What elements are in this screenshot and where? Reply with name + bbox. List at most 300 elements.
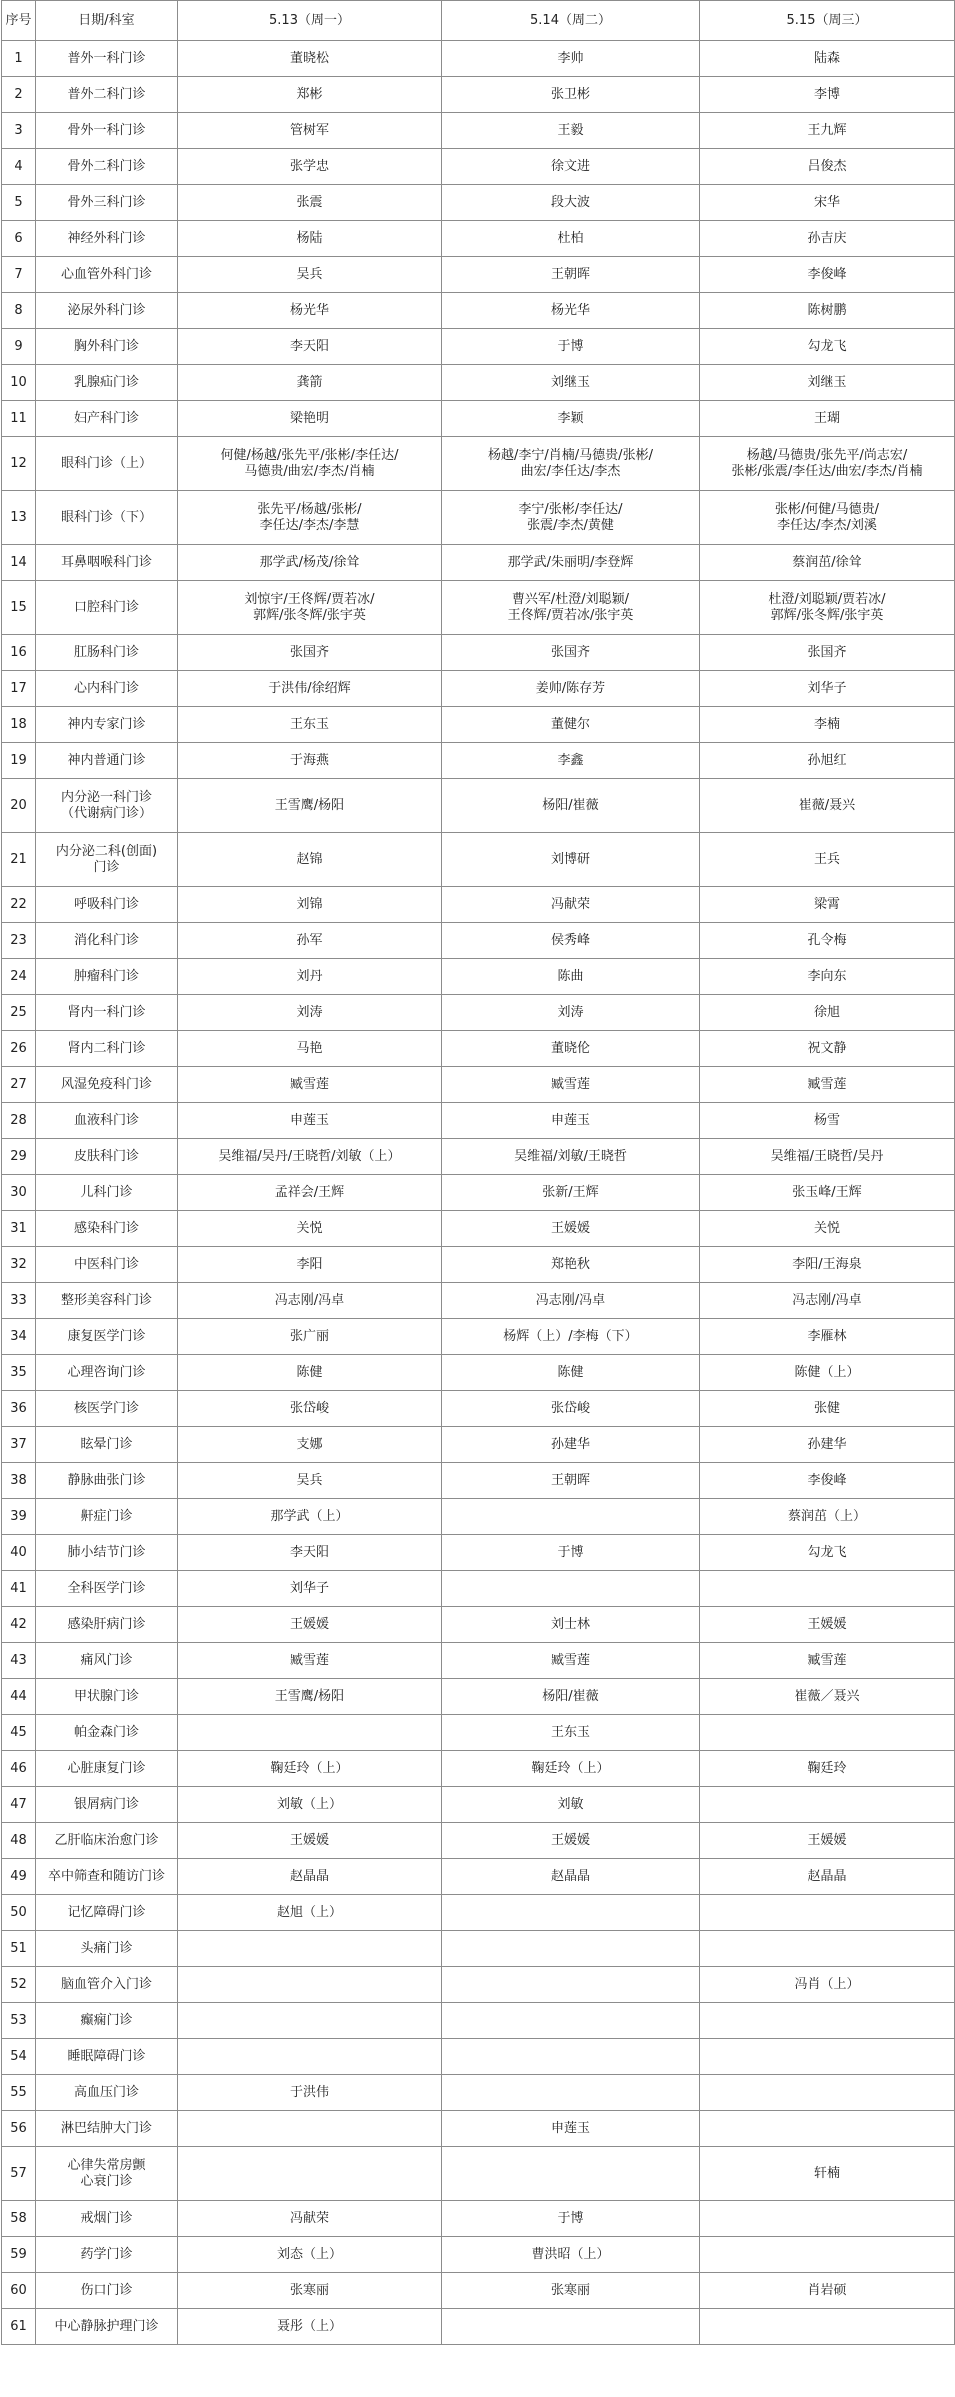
doctor-wednesday: 王九辉 <box>700 113 955 149</box>
doctor-tuesday: 刘敏 <box>442 1787 700 1823</box>
department-name: 呼吸科门诊 <box>36 887 178 923</box>
doctor-wednesday: 孙旭红 <box>700 743 955 779</box>
table-row <box>2 635 955 671</box>
doctor-wednesday: 杨雪 <box>700 1103 955 1139</box>
doctor-wednesday: 张玉峰/王辉 <box>700 1175 955 1211</box>
doctor-monday: 张学忠 <box>178 149 442 185</box>
row-number: 40 <box>2 1535 36 1571</box>
row-number: 14 <box>2 545 36 581</box>
doctor-tuesday: 王毅 <box>442 113 700 149</box>
doctor-monday: 那学武（上） <box>178 1499 442 1535</box>
header-day-wednesday: 5.15（周三） <box>700 1 955 41</box>
row-number: 47 <box>2 1787 36 1823</box>
doctor-tuesday: 姜帅/陈存芳 <box>442 671 700 707</box>
doctor-monday: 臧雪莲 <box>178 1067 442 1103</box>
table-row <box>2 1355 955 1391</box>
department-name: 普外一科门诊 <box>36 41 178 77</box>
row-number: 60 <box>2 2273 36 2309</box>
doctor-monday <box>178 2003 442 2039</box>
doctor-tuesday: 臧雪莲 <box>442 1067 700 1103</box>
table-header <box>2 1 955 41</box>
table-row <box>2 1391 955 1427</box>
row-number: 4 <box>2 149 36 185</box>
table-row <box>2 365 955 401</box>
row-number: 41 <box>2 1571 36 1607</box>
table-row <box>2 1715 955 1751</box>
doctor-tuesday: 张新/王辉 <box>442 1175 700 1211</box>
row-number: 13 <box>2 491 36 545</box>
doctor-wednesday <box>700 2039 955 2075</box>
doctor-tuesday <box>442 1967 700 2003</box>
doctor-monday: 张国齐 <box>178 635 442 671</box>
row-number: 2 <box>2 77 36 113</box>
doctor-tuesday <box>442 2075 700 2111</box>
doctor-tuesday <box>442 2309 700 2345</box>
department-name: 心内科门诊 <box>36 671 178 707</box>
doctor-tuesday: 侯秀峰 <box>442 923 700 959</box>
row-number: 24 <box>2 959 36 995</box>
doctor-monday: 吴兵 <box>178 1463 442 1499</box>
doctor-wednesday: 王媛媛 <box>700 1823 955 1859</box>
department-name: 银屑病门诊 <box>36 1787 178 1823</box>
row-number: 5 <box>2 185 36 221</box>
doctor-monday: 于洪伟 <box>178 2075 442 2111</box>
doctor-monday: 孟祥会/王辉 <box>178 1175 442 1211</box>
doctor-monday: 鞠廷玲（上） <box>178 1751 442 1787</box>
department-name: 记忆障碍门诊 <box>36 1895 178 1931</box>
row-number: 48 <box>2 1823 36 1859</box>
row-number: 31 <box>2 1211 36 1247</box>
table-row <box>2 959 955 995</box>
doctor-monday: 赵晶晶 <box>178 1859 442 1895</box>
table-row <box>2 1319 955 1355</box>
doctor-wednesday: 李雁林 <box>700 1319 955 1355</box>
department-name: 感染肝病门诊 <box>36 1607 178 1643</box>
doctor-tuesday: 陈健 <box>442 1355 700 1391</box>
doctor-monday: 郑彬 <box>178 77 442 113</box>
doctor-monday: 刘惊宇/王佟辉/贾若冰/ 郭辉/张冬辉/张宇英 <box>178 581 442 635</box>
doctor-tuesday: 申莲玉 <box>442 1103 700 1139</box>
department-name: 药学门诊 <box>36 2237 178 2273</box>
table-row <box>2 887 955 923</box>
doctor-wednesday: 李阳/王海泉 <box>700 1247 955 1283</box>
department-name: 痛风门诊 <box>36 1643 178 1679</box>
doctor-tuesday <box>442 1499 700 1535</box>
table-row <box>2 707 955 743</box>
row-number: 50 <box>2 1895 36 1931</box>
table-row <box>2 149 955 185</box>
department-name: 骨外三科门诊 <box>36 185 178 221</box>
doctor-wednesday: 陈树鹏 <box>700 293 955 329</box>
department-name: 肾内二科门诊 <box>36 1031 178 1067</box>
doctor-wednesday: 冯肖（上） <box>700 1967 955 2003</box>
table-row <box>2 1463 955 1499</box>
doctor-tuesday: 王媛媛 <box>442 1211 700 1247</box>
doctor-monday: 吴兵 <box>178 257 442 293</box>
doctor-tuesday: 吴维福/刘敏/王晓哲 <box>442 1139 700 1175</box>
row-number: 37 <box>2 1427 36 1463</box>
row-number: 18 <box>2 707 36 743</box>
department-name: 骨外一科门诊 <box>36 113 178 149</box>
department-name: 鼾症门诊 <box>36 1499 178 1535</box>
department-name: 普外二科门诊 <box>36 77 178 113</box>
department-name: 乙肝临床治愈门诊 <box>36 1823 178 1859</box>
doctor-wednesday: 张国齐 <box>700 635 955 671</box>
doctor-tuesday: 那学武/朱丽明/李登辉 <box>442 545 700 581</box>
department-name: 眩晕门诊 <box>36 1427 178 1463</box>
row-number: 30 <box>2 1175 36 1211</box>
doctor-wednesday: 刘华子 <box>700 671 955 707</box>
doctor-tuesday: 刘继玉 <box>442 365 700 401</box>
doctor-monday <box>178 2111 442 2147</box>
table-row <box>2 779 955 833</box>
table-row <box>2 1211 955 1247</box>
row-number: 56 <box>2 2111 36 2147</box>
row-number: 46 <box>2 1751 36 1787</box>
row-number: 45 <box>2 1715 36 1751</box>
table-row <box>2 833 955 887</box>
doctor-tuesday: 董健尔 <box>442 707 700 743</box>
doctor-monday: 王媛媛 <box>178 1823 442 1859</box>
row-number: 26 <box>2 1031 36 1067</box>
row-number: 17 <box>2 671 36 707</box>
department-name: 肛肠科门诊 <box>36 635 178 671</box>
doctor-tuesday: 张寒丽 <box>442 2273 700 2309</box>
doctor-tuesday: 鞠廷玲（上） <box>442 1751 700 1787</box>
doctor-wednesday <box>700 2075 955 2111</box>
row-number: 29 <box>2 1139 36 1175</box>
doctor-monday: 张寒丽 <box>178 2273 442 2309</box>
doctor-monday: 王媛媛 <box>178 1607 442 1643</box>
department-name: 感染科门诊 <box>36 1211 178 1247</box>
doctor-wednesday: 鞠廷玲 <box>700 1751 955 1787</box>
doctor-monday: 赵旭（上） <box>178 1895 442 1931</box>
doctor-tuesday: 李宁/张彬/李任达/ 张震/李杰/黄健 <box>442 491 700 545</box>
doctor-monday: 陈健 <box>178 1355 442 1391</box>
doctor-wednesday: 蔡润茁/徐耸 <box>700 545 955 581</box>
doctor-wednesday: 宋华 <box>700 185 955 221</box>
table-row <box>2 581 955 635</box>
doctor-monday <box>178 1715 442 1751</box>
doctor-wednesday: 冯志刚/冯卓 <box>700 1283 955 1319</box>
clinic-schedule-table <box>1 0 955 2345</box>
department-name: 内分泌一科门诊 （代谢病门诊） <box>36 779 178 833</box>
doctor-wednesday: 李俊峰 <box>700 1463 955 1499</box>
doctor-monday: 李天阳 <box>178 1535 442 1571</box>
doctor-tuesday: 杨光华 <box>442 293 700 329</box>
doctor-tuesday: 王朝晖 <box>442 1463 700 1499</box>
doctor-tuesday: 杨阳/崔薇 <box>442 1679 700 1715</box>
row-number: 8 <box>2 293 36 329</box>
doctor-tuesday: 李鑫 <box>442 743 700 779</box>
table-row <box>2 1571 955 1607</box>
doctor-monday: 王东玉 <box>178 707 442 743</box>
doctor-monday: 冯志刚/冯卓 <box>178 1283 442 1319</box>
doctor-tuesday: 冯献荣 <box>442 887 700 923</box>
row-number: 55 <box>2 2075 36 2111</box>
row-number: 57 <box>2 2147 36 2201</box>
table-row <box>2 2147 955 2201</box>
table-row <box>2 2237 955 2273</box>
table-row <box>2 1139 955 1175</box>
table-row <box>2 1031 955 1067</box>
row-number: 43 <box>2 1643 36 1679</box>
table-row <box>2 1823 955 1859</box>
row-number: 59 <box>2 2237 36 2273</box>
doctor-monday: 王雪鹰/杨阳 <box>178 1679 442 1715</box>
row-number: 44 <box>2 1679 36 1715</box>
doctor-wednesday: 徐旭 <box>700 995 955 1031</box>
row-number: 16 <box>2 635 36 671</box>
department-name: 静脉曲张门诊 <box>36 1463 178 1499</box>
doctor-wednesday: 王兵 <box>700 833 955 887</box>
row-number: 39 <box>2 1499 36 1535</box>
doctor-monday: 赵锦 <box>178 833 442 887</box>
table-row <box>2 1427 955 1463</box>
table-row <box>2 545 955 581</box>
row-number: 54 <box>2 2039 36 2075</box>
department-name: 妇产科门诊 <box>36 401 178 437</box>
doctor-tuesday <box>442 2003 700 2039</box>
doctor-monday: 张先平/杨越/张彬/ 李任达/李杰/李慧 <box>178 491 442 545</box>
table-row <box>2 437 955 491</box>
row-number: 58 <box>2 2201 36 2237</box>
table-row <box>2 401 955 437</box>
table-row <box>2 2003 955 2039</box>
doctor-tuesday: 李颖 <box>442 401 700 437</box>
doctor-wednesday <box>700 1931 955 1967</box>
department-name: 心血管外科门诊 <box>36 257 178 293</box>
doctor-tuesday: 张卫彬 <box>442 77 700 113</box>
table-row <box>2 1499 955 1535</box>
doctor-wednesday: 孙建华 <box>700 1427 955 1463</box>
doctor-wednesday: 吴维福/王晓哲/吴丹 <box>700 1139 955 1175</box>
row-number: 53 <box>2 2003 36 2039</box>
row-number: 1 <box>2 41 36 77</box>
header-number: 序号 <box>2 1 36 41</box>
row-number: 61 <box>2 2309 36 2345</box>
doctor-tuesday: 徐文进 <box>442 149 700 185</box>
doctor-tuesday: 杜柏 <box>442 221 700 257</box>
doctor-monday: 杨陆 <box>178 221 442 257</box>
doctor-wednesday: 杜澄/刘聪颖/贾若冰/ 郭辉/张冬辉/张宇英 <box>700 581 955 635</box>
row-number: 33 <box>2 1283 36 1319</box>
doctor-tuesday: 陈曲 <box>442 959 700 995</box>
doctor-wednesday: 杨越/马德贵/张先平/尚志宏/ 张彬/张震/李任达/曲宏/李杰/肖楠 <box>700 437 955 491</box>
table-row <box>2 1535 955 1571</box>
doctor-monday: 冯献荣 <box>178 2201 442 2237</box>
doctor-monday <box>178 2147 442 2201</box>
doctor-wednesday: 肖岩硕 <box>700 2273 955 2309</box>
doctor-tuesday: 王朝晖 <box>442 257 700 293</box>
doctor-wednesday <box>700 2201 955 2237</box>
doctor-wednesday: 蔡润茁（上） <box>700 1499 955 1535</box>
doctor-monday: 龚箭 <box>178 365 442 401</box>
doctor-monday: 张广丽 <box>178 1319 442 1355</box>
department-name: 神内专家门诊 <box>36 707 178 743</box>
department-name: 心脏康复门诊 <box>36 1751 178 1787</box>
row-number: 25 <box>2 995 36 1031</box>
doctor-wednesday: 臧雪莲 <box>700 1643 955 1679</box>
doctor-wednesday: 赵晶晶 <box>700 1859 955 1895</box>
doctor-monday: 于海燕 <box>178 743 442 779</box>
row-number: 51 <box>2 1931 36 1967</box>
doctor-wednesday: 张健 <box>700 1391 955 1427</box>
doctor-wednesday: 轩楠 <box>700 2147 955 2201</box>
table-row <box>2 1103 955 1139</box>
row-number: 7 <box>2 257 36 293</box>
table-row <box>2 2075 955 2111</box>
row-number: 38 <box>2 1463 36 1499</box>
department-name: 心律失常房颤 心衰门诊 <box>36 2147 178 2201</box>
table-row <box>2 743 955 779</box>
doctor-wednesday: 孔令梅 <box>700 923 955 959</box>
table-row <box>2 923 955 959</box>
doctor-wednesday: 李向东 <box>700 959 955 995</box>
doctor-tuesday: 于博 <box>442 2201 700 2237</box>
row-number: 20 <box>2 779 36 833</box>
doctor-tuesday: 申莲玉 <box>442 2111 700 2147</box>
doctor-wednesday <box>700 2309 955 2345</box>
doctor-monday: 张震 <box>178 185 442 221</box>
doctor-monday: 臧雪莲 <box>178 1643 442 1679</box>
department-name: 整形美容科门诊 <box>36 1283 178 1319</box>
department-name: 甲状腺门诊 <box>36 1679 178 1715</box>
department-name: 康复医学门诊 <box>36 1319 178 1355</box>
table-row <box>2 293 955 329</box>
doctor-monday: 刘华子 <box>178 1571 442 1607</box>
department-name: 内分泌二科(创面) 门诊 <box>36 833 178 887</box>
department-name: 骨外二科门诊 <box>36 149 178 185</box>
doctor-tuesday: 郑艳秋 <box>442 1247 700 1283</box>
table-row <box>2 1643 955 1679</box>
doctor-tuesday: 杨辉（上）/李梅（下） <box>442 1319 700 1355</box>
table-row <box>2 1787 955 1823</box>
department-name: 胸外科门诊 <box>36 329 178 365</box>
doctor-monday: 于洪伟/徐绍辉 <box>178 671 442 707</box>
table-row <box>2 1175 955 1211</box>
header-day-monday: 5.13（周一） <box>178 1 442 41</box>
doctor-wednesday: 崔薇/聂兴 <box>700 779 955 833</box>
row-number: 34 <box>2 1319 36 1355</box>
doctor-monday: 管树军 <box>178 113 442 149</box>
doctor-tuesday <box>442 2147 700 2201</box>
department-name: 肾内一科门诊 <box>36 995 178 1031</box>
table-row <box>2 113 955 149</box>
header-date-department: 日期/科室 <box>36 1 178 41</box>
doctor-monday: 王雪鹰/杨阳 <box>178 779 442 833</box>
department-name: 帕金森门诊 <box>36 1715 178 1751</box>
department-name: 脑血管介入门诊 <box>36 1967 178 2003</box>
doctor-tuesday: 于博 <box>442 329 700 365</box>
row-number: 32 <box>2 1247 36 1283</box>
table-row <box>2 2309 955 2345</box>
table-row <box>2 77 955 113</box>
row-number: 27 <box>2 1067 36 1103</box>
doctor-monday <box>178 1931 442 1967</box>
row-number: 15 <box>2 581 36 635</box>
table-row <box>2 1751 955 1787</box>
doctor-wednesday: 张彬/何健/马德贵/ 李任达/李杰/刘溪 <box>700 491 955 545</box>
department-name: 皮肤科门诊 <box>36 1139 178 1175</box>
table-row <box>2 2273 955 2309</box>
row-number: 35 <box>2 1355 36 1391</box>
doctor-wednesday <box>700 1571 955 1607</box>
row-number: 9 <box>2 329 36 365</box>
row-number: 36 <box>2 1391 36 1427</box>
row-number: 12 <box>2 437 36 491</box>
doctor-tuesday: 曹兴军/杜澄/刘聪颖/ 王佟辉/贾若冰/张宇英 <box>442 581 700 635</box>
department-name: 全科医学门诊 <box>36 1571 178 1607</box>
doctor-tuesday: 王东玉 <box>442 1715 700 1751</box>
department-name: 淋巴结肿大门诊 <box>36 2111 178 2147</box>
doctor-monday: 张岱峻 <box>178 1391 442 1427</box>
doctor-tuesday <box>442 2039 700 2075</box>
doctor-monday: 孙军 <box>178 923 442 959</box>
table-row <box>2 1679 955 1715</box>
table-row <box>2 2201 955 2237</box>
doctor-tuesday: 张岱峻 <box>442 1391 700 1427</box>
doctor-wednesday: 吕俊杰 <box>700 149 955 185</box>
doctor-tuesday: 赵晶晶 <box>442 1859 700 1895</box>
table-row <box>2 1967 955 2003</box>
department-name: 消化科门诊 <box>36 923 178 959</box>
department-name: 血液科门诊 <box>36 1103 178 1139</box>
department-name: 卒中筛查和随访门诊 <box>36 1859 178 1895</box>
doctor-wednesday <box>700 1787 955 1823</box>
doctor-monday: 刘态（上） <box>178 2237 442 2273</box>
doctor-wednesday: 王媛媛 <box>700 1607 955 1643</box>
doctor-tuesday: 刘士林 <box>442 1607 700 1643</box>
department-name: 心理咨询门诊 <box>36 1355 178 1391</box>
department-name: 中心静脉护理门诊 <box>36 2309 178 2345</box>
doctor-wednesday <box>700 2111 955 2147</box>
row-number: 11 <box>2 401 36 437</box>
department-name: 戒烟门诊 <box>36 2201 178 2237</box>
doctor-monday: 刘敏（上） <box>178 1787 442 1823</box>
department-name: 眼科门诊（下） <box>36 491 178 545</box>
department-name: 眼科门诊（上） <box>36 437 178 491</box>
table-row <box>2 2111 955 2147</box>
doctor-monday: 聂彤（上） <box>178 2309 442 2345</box>
department-name: 睡眠障碍门诊 <box>36 2039 178 2075</box>
table-row <box>2 1859 955 1895</box>
department-name: 风湿免疫科门诊 <box>36 1067 178 1103</box>
doctor-wednesday: 李博 <box>700 77 955 113</box>
department-name: 中医科门诊 <box>36 1247 178 1283</box>
table-row <box>2 221 955 257</box>
doctor-tuesday <box>442 1895 700 1931</box>
department-name: 神内普通门诊 <box>36 743 178 779</box>
doctor-tuesday: 于博 <box>442 1535 700 1571</box>
table-row <box>2 491 955 545</box>
row-number: 6 <box>2 221 36 257</box>
table-row <box>2 671 955 707</box>
table-row <box>2 1607 955 1643</box>
doctor-tuesday: 臧雪莲 <box>442 1643 700 1679</box>
row-number: 52 <box>2 1967 36 2003</box>
doctor-tuesday: 冯志刚/冯卓 <box>442 1283 700 1319</box>
department-name: 高血压门诊 <box>36 2075 178 2111</box>
doctor-monday: 李天阳 <box>178 329 442 365</box>
header-row <box>2 1 955 41</box>
department-name: 口腔科门诊 <box>36 581 178 635</box>
doctor-monday: 那学武/杨茂/徐耸 <box>178 545 442 581</box>
doctor-monday <box>178 2039 442 2075</box>
doctor-monday: 杨光华 <box>178 293 442 329</box>
doctor-wednesday: 臧雪莲 <box>700 1067 955 1103</box>
doctor-wednesday: 孙吉庆 <box>700 221 955 257</box>
